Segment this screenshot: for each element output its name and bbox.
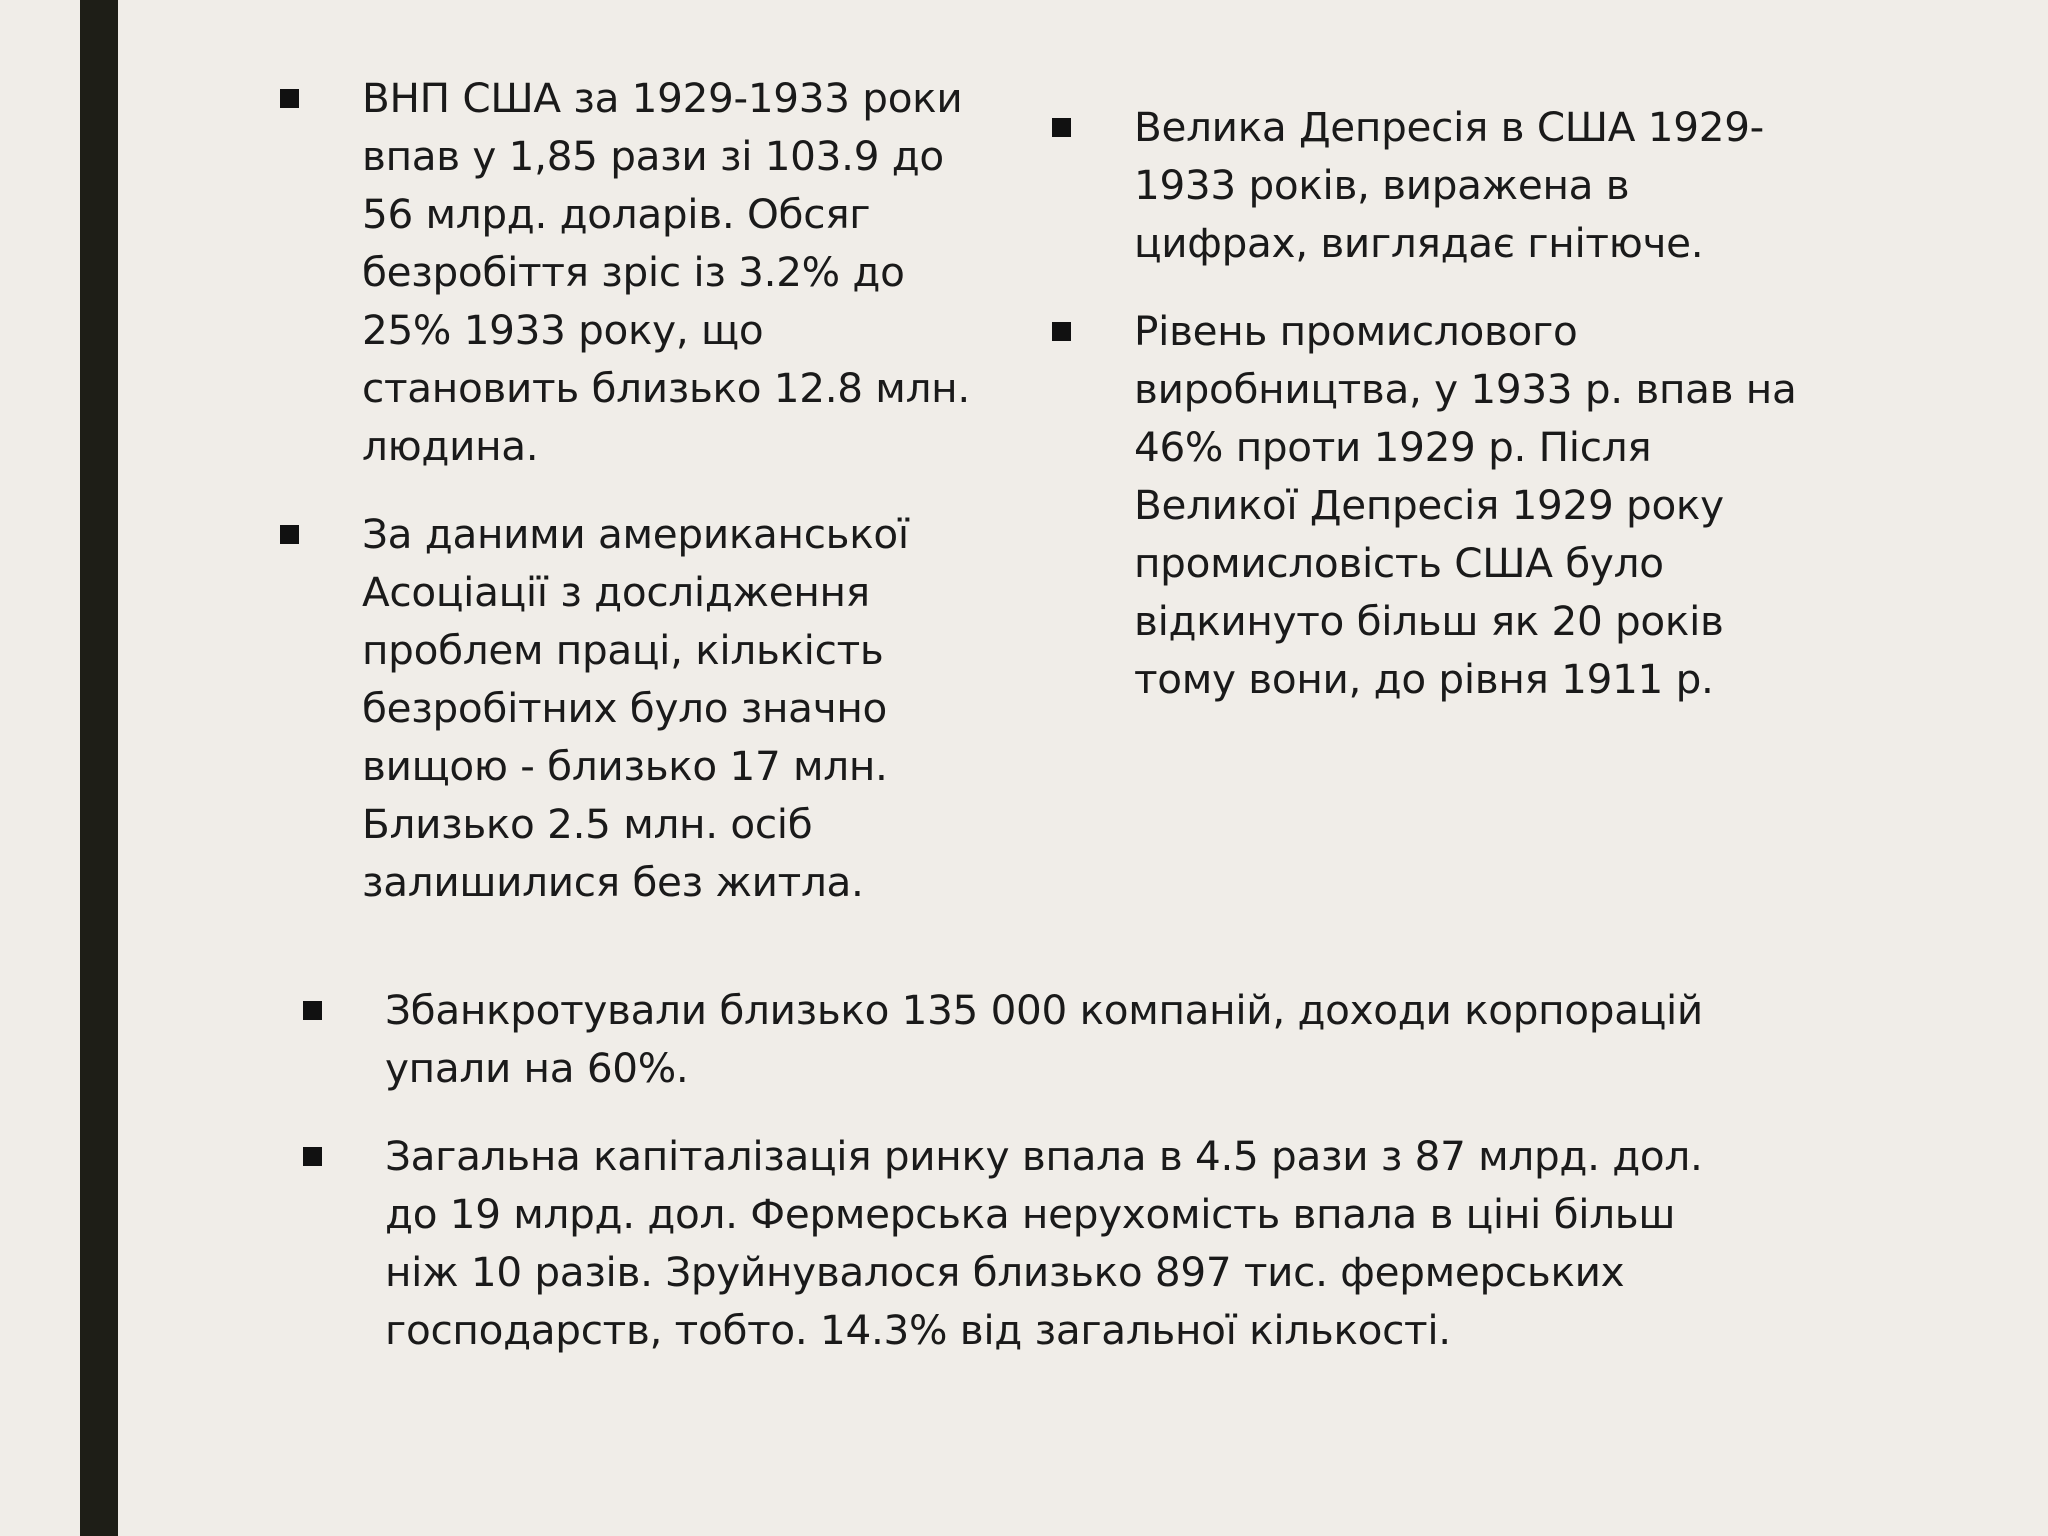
slide-accent-bar [80, 0, 118, 1536]
bullet-text: Велика Депресія в США 1929-1933 років, виражена в цифрах, виглядає гнітюче. [1134, 103, 1764, 267]
bullet-text: ВНП США за 1929-1933 роки впав у 1,85 рази зі 103.9 до 56 млрд. доларів. Обсяг безробіття зріс із 3.2% до 25% 1933 року, що становить близько 12.8 млн. людина. [362, 74, 970, 470]
left-column-list [280, 69, 980, 911]
list-item [1052, 98, 1812, 272]
bullet-text: Загальна капіталізація ринку впала в 4.5 рази з 87 млрд. дол. до 19 млрд. дол. Фермерська нерухомість впала в ціні більш ніж 10 разів. Зруйнувалося близько 897 тис. фермерських господарств, тобто. 14.3% від загальної кількості. [385, 1132, 1703, 1354]
list-item [280, 505, 980, 911]
square-bullet-icon [303, 1147, 322, 1166]
list-item [303, 1127, 1753, 1359]
square-bullet-icon [280, 525, 299, 544]
bullet-text: Збанкротували близько 135 000 компаній, доходи корпорацій упали на 60%. [385, 986, 1703, 1092]
bullet-text: Рівень промислового виробництва, у 1933 р. впав на 46% проти 1929 р. Після Великої Депресія 1929 року промисловість США було відкинуто більш як 20 років тому вони, до рівня 1911 р. [1134, 307, 1797, 703]
square-bullet-icon [303, 1001, 322, 1020]
square-bullet-icon [280, 89, 299, 108]
bottom-list [303, 981, 1753, 1359]
right-column-list [1052, 98, 1812, 708]
list-item [280, 69, 980, 475]
list-item [303, 981, 1753, 1097]
bullet-text: За даними американської Асоціації з дослідження проблем праці, кількість безробітних було значно вищою - близько 17 млн. Близько 2.5 млн. осіб залишилися без житла. [362, 510, 909, 906]
square-bullet-icon [1052, 322, 1071, 341]
list-item [1052, 302, 1812, 708]
square-bullet-icon [1052, 118, 1071, 137]
